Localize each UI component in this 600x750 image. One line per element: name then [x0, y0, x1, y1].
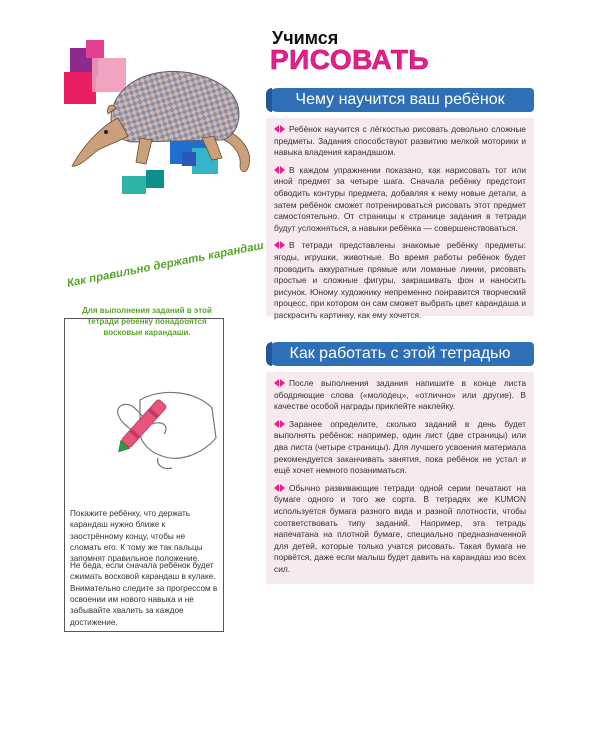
armadillo-illustration	[62, 40, 262, 200]
section1-panel	[266, 118, 534, 320]
page-title: РИСОВАТЬ	[270, 44, 429, 75]
bullet-icon	[274, 484, 285, 492]
section1-ribbon	[266, 88, 534, 112]
pencil-box-text-1: Покажите ребёнку, что держать карандаш нужно ближе к заострённому концу, чтобы не сломать его. К тому же так пальцы запомнят правильное положение.	[70, 509, 203, 564]
section2-text-2: Заранее определите, сколько заданий в день будет выполнять ребёнок: например, один лист (две страницы) или два листа (четыре страницы). Для лучшего усвоения материала рекомендуется заканчивать занятия, пока ребёнок не устал и ещё хочет немного позаниматься.	[274, 418, 526, 476]
bullet-icon	[274, 125, 285, 133]
section1-paragraph	[274, 240, 526, 321]
section1-text-3: В тетради представлены знакомые ребёнку предметы: ягоды, игрушки, животные. Во время работы ребёнок будет проводить аккуратные прямые или ломаные линии, рисовать простые и сложные фигуры, закрашивать фон и наносить рисунок. Юному художнику непременно понравится творческий процесс, при котором он сам сможет выбрать цвет карандаша и раскрасить картинку, как ему хочется.	[274, 240, 526, 320]
bullet-icon	[274, 420, 285, 428]
bullet-icon	[274, 166, 285, 174]
section1-paragraph	[274, 124, 526, 159]
section2-paragraph	[274, 378, 526, 413]
section1-text-1: Ребёнок научится с лёгкостью рисовать довольно сложные предметы. Задания способствуют развитию мелкой моторики и навыка владения карандашом.	[274, 124, 526, 158]
bullet-icon	[274, 241, 285, 249]
hand-holding-crayon-illustration	[100, 378, 220, 478]
section1-paragraph	[274, 165, 526, 235]
heading-small: Учимся	[272, 28, 339, 48]
section2-paragraph	[274, 483, 526, 576]
section2-ribbon	[266, 342, 534, 366]
section1-title: Чему научится ваш ребёнок	[295, 91, 505, 108]
section2-paragraph	[274, 419, 526, 477]
pencil-box-text-2: Не беда, если сначала ребёнок будет сжимать восковой карандаш в кулаке. Внимательно следите за прогрессом в освоении им нового навыка и не забывайте хвалить за каждое достижение.	[70, 561, 218, 627]
pencil-box-subtitle: Для выполнения заданий в этой тетради ребёнку понадобятся восковые карандаши.	[82, 306, 212, 337]
section2-text-1: После выполнения задания напишите в конце листа ободряющие слова («молодец», «отлично» или другие). В качестве особой награды приклейте наклейку.	[274, 378, 526, 412]
section2-text-3: Обычно развивающие тетради одной серии печатают на бумаге одного и того же сорта. В тетрадях же KUMON используется бумага разного вида и разной плотности, чтобы соответствовать типу заданий. Например, эта тетрадь напечатана на плотной бумаге, специально предназначенной для детей, которые только учатся рисовать. Такая бумага не порвётся, даже если малыш будет давить на карандаш изо всех сил.	[274, 482, 526, 574]
bullet-icon	[274, 379, 285, 387]
pencil-box-title: Как правильно держать карандаш	[66, 239, 265, 290]
section1-text-2: В каждом упражнении показано, как нарисовать тот или иной предмет за четыре шага. Сначала ребёнку предстоит обводить контуры предмета, добавляя к нему новые детали, а затем ребёнок сможет потренироваться рисовать этот предмет самостоятельно. От страницы к странице задания в тетради будут усложняться, а навыки ребёнка — совершенствоваться.	[274, 164, 526, 233]
section2-panel	[266, 372, 534, 584]
section2-title: Как работать с этой тетрадью	[289, 345, 511, 362]
